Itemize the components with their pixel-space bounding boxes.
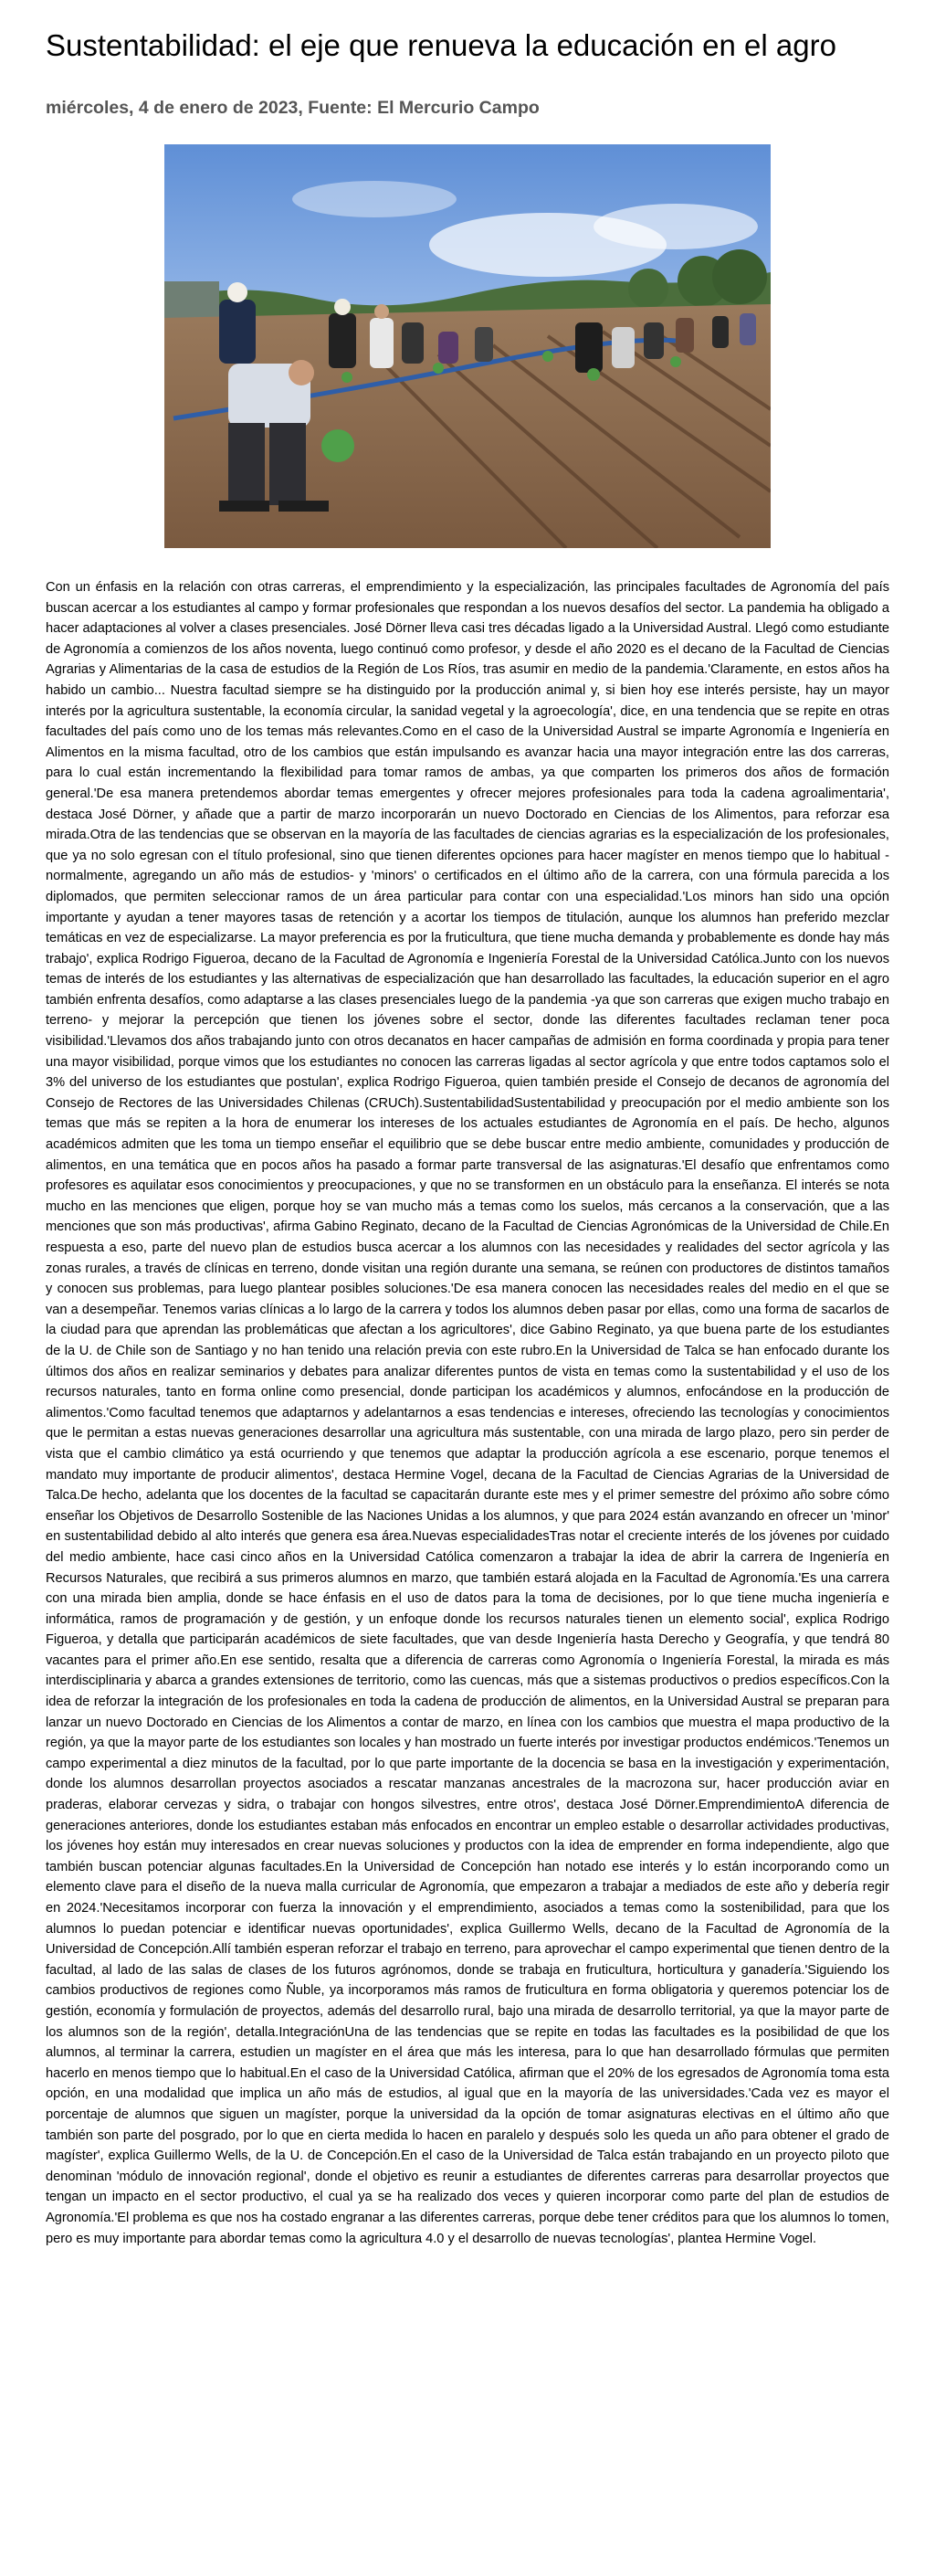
- article-body: Con un énfasis en la relación con otras carreras, el emprendimiento y la especialización, las principales facultades de Agronomía del país buscan acercar a los estudiantes al campo y formar profesionales que respondan a los nuevos desafíos del sector. La pandemia ha obligado a hacer adaptaciones al volver a clases presenciales. José Dörner lleva casi tres décadas ligado a la Universidad Austral. Llegó como estudiante de Agronomía a comienzos de los años noventa, luego continuó como profesor, y desde el año 2020 es el decano de la Facultad de Ciencias Agrarias y Alimentarias de la casa de estudios de la Región de Los Ríos, tras asumir en medio de la pandemia.'Claramente, en estos años ha habido un cambio... Nuestra facultad siempre se ha distinguido por la producción animal y, si bien hoy ese interés persiste, hay un mayor interés por la agricultura sustentable, la economía circular, la sanidad vegetal y la agroecología', dice, en una tendencia que se repite en otras facultades del país como uno de los temas más relevantes.Como en el caso de la Universidad Austral se imparte Agronomía e Ingeniería en Alimentos en la misma facultad, otro de los cambios que están impulsando es avanzar hacia una mayor integración entre las dos carreras, para lo cual están incrementando la flexibilidad para tomar ramos de ambas, ya que comparten los primeros dos años de formación general.'De esa manera pretendemos abordar temas emergentes y ofrecer mejores profesionales para toda la cadena agroalimentaria', destaca José Dörner, y añade que a partir de marzo incorporarán un nuevo Doctorado en Ciencias de los Alimentos, para reforzar esa mirada.Otra de las tendencias que se observan en la mayoría de las facultades de ciencias agrarias es la especialización de los profesionales, que ya no solo egresan con el título profesional, sino que tienen diferentes opciones para hacer magíster en menos tiempo que lo habitual -normalmente, agregando un año más de estudios- y 'minors' o certificados en el último año de la carrera, con una fórmula parecida a los diplomados, que permiten seleccionar ramos de un área particular para contar con una especialidad.'Los minors han sido una opción importante y ayudan a tener mayores tasas de retención y a acortar los tiempos de titulación, aunque los alumnos han preferido mezclar temáticas en vez de especializarse. La mayor preferencia es por la fruticultura, que tiene mucha demanda y probablemente es donde hay más trabajo', explica Rodrigo Figueroa, decano de la Facultad de Agronomía e Ingeniería Forestal de la Universidad Católica.Junto con los nuevos temas de interés de los estudiantes y las alternativas de especialización que han desarrollado las facultades, la educación superior en el agro también enfrenta desafíos, como adaptarse a las clases presenciales luego de la pandemia -ya que son carreras que exigen mucho trabajo en terreno- y mejorar la percepción que tienen los jóvenes sobre el sector, donde las diferentes facultades reclaman tener poca visibilidad.'Llevamos dos años trabajando junto con otros decanatos en hacer campañas de admisión en forma coordinada y propia para tener una mayor visibilidad, porque vimos que los estudiantes no conocen las carreras ligadas al sector agrícola y que entre todos captamos solo el 3% del universo de los estudiantes que postulan', explica Rodrigo Figueroa, quien también preside el Consejo de decanos de agronomía del Consejo de Rectores de las Universidades Chilenas (CRUCh).SustentabilidadSustentabilidad y preocupación por el medio ambiente son los temas que más se repiten a la hora de enumerar los intereses de los actuales estudiantes de Agronomía en el país. De hecho, algunos académicos admiten que les toma un tiempo enseñar el equilibrio que se debe buscar entre medio ambiente, comunidades y producción de alimentos, en una temática que en pocos años ha pasado a formar parte transversal de las asignaturas.'El desafío que enfrentamos como profesores es aquilatar esos conocimientos y preocupaciones, y que no se transformen en un obstáculo para la enseñanza. El interés se nota mucho en las menciones que eligen, porque hoy se van mucho más a temas como los suelos, más cercanos a la conservación, que a las menciones que son más productivas', afirma Gabino Reginato, decano de la Facultad de Ciencias Agronómicas de la Universidad de Chile.En respuesta a eso, parte del nuevo plan de estudios busca acercar a los alumnos con las necesidades y realidades del sector agrícola y las zonas rurales, a través de clínicas en terreno, donde visitan una región durante una semana, se reúnen con productores de distintos tamaños y conocen sus problemas, para luego plantear posibles soluciones.'De esa manera conocen las necesidades reales del medio en el que se van a desempeñar. Tenemos varias clínicas a lo largo de la carrera y todos los alumnos deben pasar por ellas, como una forma de sacarlos de la ciudad para que aprendan las problemáticas que afectan a los agricultores', dice Gabino Reginato, ya que buena parte de los estudiantes de la U. de Chile son de Santiago y no han tenido una relación previa con este rubro.En la Universidad de Talca se han enfocado durante los últimos dos años en realizar seminarios y debates para analizar diferentes puntos de vista en temas como la sustentabilidad y el uso de los recursos naturales, tanto en forma online como presencial, donde participan los académicos y alumnos, enfocándose en la producción de alimentos.'Como facultad tenemos que adaptarnos y adelantarnos a esas tendencias e intereses, ofreciendo las tecnologías y conocimientos que le permitan a estas nuevas generaciones desarrollar una agricultura más sustentable, con una mirada de largo plazo, pero sin perder de vista que el cambio climático ya está ocurriendo y que tenemos que adaptar la producción agrícola a ese escenario, porque tenemos el mandato muy importante de producir alimentos', destaca Hermine Vogel, decana de la Facultad de Ciencias Agrarias de la Universidad de Talca.De hecho, adelanta que los docentes de la facultad se capacitarán durante este mes y el primer semestre del próximo año sobre cómo enseñar los Objetivos de Desarrollo Sostenible de las Naciones Unidas a los alumnos, y que para 2024 están avanzando en ofrecer un 'minor' en sustentabilidad debido al alto interés que genera esa área.Nuevas especialidadesTras notar el creciente interés de los jóvenes por cuidado del medio ambiente, hace casi cinco años en la Universidad Católica comenzaron a trabajar la idea de abrir la carrera de Ingeniería en Recursos Naturales, que recibirá a sus primeros alumnos en marzo, que también estará alojada en la Facultad de Agronomía.'Es una carrera con una mirada bien amplia, donde se hace énfasis en el uso de datos para la toma de decisiones, por lo que tiene mucha ingeniería e informática, ramos de programación y de gestión, y un enfoque donde los recursos naturales tienen un elemento social', explica Rodrigo Figueroa, y detalla que participarán académicos de siete facultades, que van desde Ingeniería hasta Derecho y Geografía, y que tendrá 80 vacantes para el primer año.En ese sentido, resalta que a diferencia de carreras como Agronomía o Ingeniería Forestal, la mirada es más interdisciplinaria y abarca a grandes extensiones de territorio, como las cuencas, más que a sistemas productivos o predios específicos.Con la idea de reforzar la integración de los profesionales en toda la cadena de producción de alimentos, en la Universidad Austral se preparan para lanzar un nuevo Doctorado en Ciencias de los Alimentos a contar de marzo, en línea con los cambios que muestra el mapa productivo de la región, ya que la mayor parte de los estudiantes son locales y han mostrado un fuerte interés por investigar productos endémicos.'Tenemos un campo experimental a diez minutos de la facultad, por lo que parte importante de la docencia se basa en la investigación y experimentación, donde los alumnos desarrollan proyectos asociados a rescatar manzanas ancestrales de la macrozona sur, hacer producción aviar en praderas, elaborar cervezas y sidra, o trabajar con hongos silvestres, entre otros', destaca José Dörner.EmprendimientoA diferencia de generaciones anteriores, donde los estudiantes estaban más enfocados en encontrar un empleo estable o desarrollar actividades productivas, los jóvenes hoy están muy interesados en crear nuevas soluciones y productos con la idea de emprender en forma independiente, algo que también buscan potenciar algunas facultades.En la Universidad de Concepción han notado ese interés y lo están incorporando como un elemento clave para el diseño de la nueva malla curricular de Agronomía, que empezaron a trabajar a mediados de este año y debería regir en 2024.'Necesitamos incorporar con fuerza la innovación y el emprendimiento, asociados a temas como la sostenibilidad, para que los alumnos lo puedan potenciar e identificar nuevas oportunidades', explica Guillermo Wells, decano de la Facultad de Agronomía de la Universidad de Concepción.Allí también esperan reforzar el trabajo en terreno, para aprovechar el campo experimental que tienen dentro de la facultad, al lado de las salas de clases de los futuros agrónomos, donde se trabaja en fruticultura, horticultura y ganadería.'Siguiendo los cambios productivos de regiones como Ñuble, ya incorporamos más ramos de fruticultura en forma obligatoria y queremos potenciar los de gestión, economía y formulación de proyectos, además del desarrollo rural, bajo una mirada de desarrollo territorial, ya que la mayor parte de los alumnos son de la región', detalla.IntegraciónUna de las tendencias que se repite en todas las facultades es la posibilidad de que los alumnos, al terminar la carrera, estudien un magíster en el área que más les interesa, para lo que han desarrollado fórmulas que permiten hacerlo en menos tiempo que lo habitual.En el caso de la Universidad Católica, afirman que el 20% de los egresados de Agronomía toma esta opción, en una modalidad que implica un año más de estudios, al igual que en la mayoría de las universidades.'Cada vez es mayor el porcentaje de alumnos que siguen un magíster, porque la universidad da la opción de tomar asignaturas electivas en el último año que también son parte del posgrado, por lo que en cierta medida lo hacen en paralelo y después solo les queda un año para obtener el grado de magíster', explica Guillermo Wells, de la U. de Concepción.En el caso de la Universidad de Talca están trabajando en un proyecto piloto que denominan 'módulo de innovación regional', donde el objetivo es reunir a estudiantes de diferentes carreras para desarrollar proyectos que tengan un impacto en el sector productivo, el cual ya se ha realizado dos veces y quieren incorporar como parte del plan de estudios de Agronomía.'El problema es que nos ha costado engranar a las diferentes carreras, porque debe tener créditos para que los alumnos lo tomen, pero es muy importante para abordar temas como la agricultura 4.0 y el desarrollo de nuevas tecnologías', plantea Hermine Vogel.: [46, 580, 889, 2246]
- article-photo: [164, 144, 771, 548]
- article-title: Sustentabilidad: el eje que renueva la educación en el agro: [46, 28, 836, 62]
- field-workers-photo-icon: [164, 144, 771, 548]
- article-meta: miércoles, 4 de enero de 2023, Fuente: El Mercurio Campo: [46, 98, 540, 118]
